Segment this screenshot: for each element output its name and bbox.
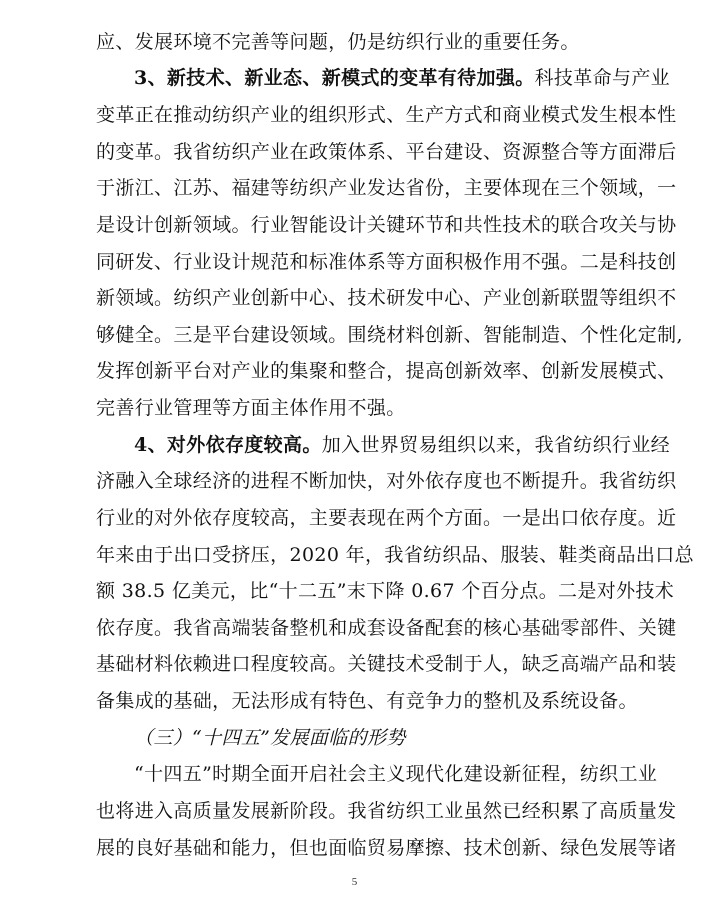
paragraph-3-first-line [134, 66, 670, 90]
body-line-9: 够健全。三是平台建设领域。围绕材料创新、智能制造、个性化定制, [96, 324, 683, 346]
paragraph-3-text-start: 科技革命与产业 [534, 67, 671, 89]
body-line-10: 发挥创新平台对产业的集聚和整合，提高创新效率、创新发展模式、 [96, 360, 677, 382]
body-line-23: 展的良好基础和能力，但也面临贸易摩擦、技术创新、绿色发展等诸 [96, 837, 677, 859]
body-line-3: 变革正在推动纺织产业的组织形式、生产方式和商业模式发生根本性 [96, 104, 677, 126]
subheading-3: 3、新技术、新业态、新模式的变革有待加强。 [134, 67, 535, 89]
body-line-11: 完善行业管理等方面主体作用不强。 [96, 397, 406, 419]
body-line-6: 是设计创新领域。行业智能设计关键环节和共性技术的联合攻关与协 [96, 214, 677, 236]
body-line-22: 也将进入高质量发展新阶段。我省纺织工业虽然已经积累了高质量发 [96, 800, 677, 822]
body-line-5: 于浙江、江苏、福建等纺织产业发达省份，主要体现在三个领域，一 [96, 177, 677, 199]
page-number: 5 [351, 876, 358, 888]
body-line-14: 行业的对外依存度较高，主要表现在两个方面。一是出口依存度。近 [96, 507, 677, 529]
body-line-16: 额 38.5 亿美元，比“十二五”末下降 0.67 个百分点。二是对外技术 [96, 580, 675, 602]
paragraph-4-first-line [134, 433, 670, 457]
section-heading-3: （三）“十四五”发展面临的形势 [134, 727, 406, 749]
subheading-4: 4、对外依存度较高。 [134, 434, 322, 456]
paragraph-4-text-start: 加入世界贸易组织以来，我省纺织行业经 [321, 434, 671, 456]
body-line-15: 年来由于出口受挤压，2020 年，我省纺织品、服装、鞋类商品出口总 [96, 544, 694, 566]
body-line-8: 新领域。纺织产业创新中心、技术研发中心、产业创新联盟等组织不 [96, 287, 677, 309]
body-line-4: 的变革。我省纺织产业在政策体系、平台建设、资源整合等方面滞后 [96, 141, 677, 163]
body-line-17: 依存度。我省高端装备整机和成套设备配套的核心基础零部件、关键 [96, 617, 677, 639]
body-line-1: 应、发展环境不完善等问题，仍是纺织行业的重要任务。 [96, 31, 580, 53]
body-line-13: 济融入全球经济的进程不断加快，对外依存度也不断提升。我省纺织 [96, 470, 677, 492]
body-line-19: 备集成的基础，无法形成有特色、有竞争力的整机及系统设备。 [96, 690, 638, 712]
body-line-18: 基础材料依赖进口程度较高。关键技术受制于人，缺乏高端产品和装 [96, 653, 677, 675]
body-line-21: “十四五”时期全面开启社会主义现代化建设新征程，纺织工业 [134, 763, 658, 785]
body-line-7: 同研发、行业设计规范和标准体系等方面积极作用不强。二是科技创 [96, 251, 677, 273]
